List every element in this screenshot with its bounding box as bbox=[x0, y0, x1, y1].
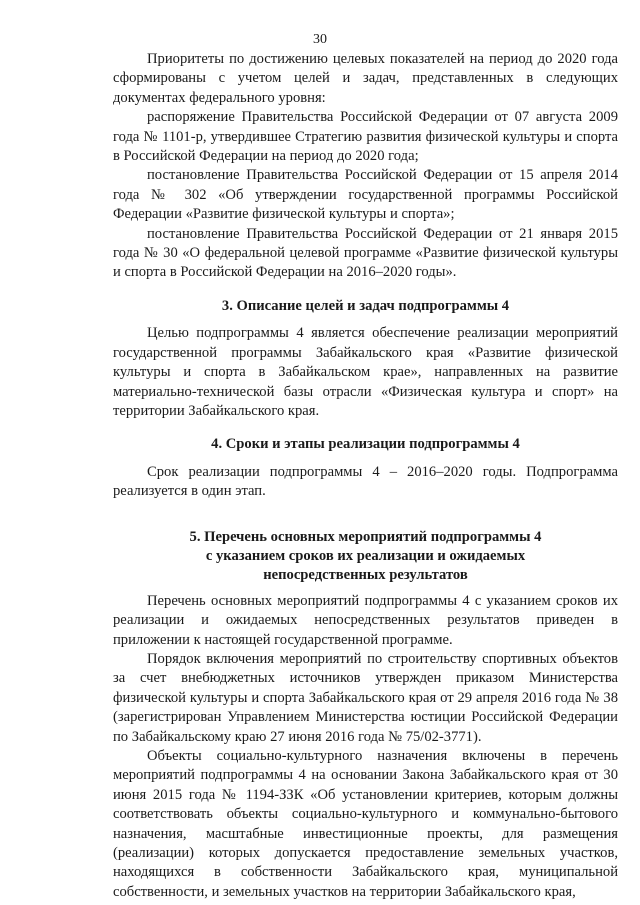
section-5-paragraph-objects: Объекты социально-культурного назначения включены в перечень мероприятий подпрограммы 4 на основании Закона Забайкальского края от 30 июня 2015 года № 1194-ЗЗК «Об установлении критериев, которым должны соответствовать объекты социально-культурного и коммунально-бытового назначения, масштабные инвестиционные проекты, для размещения (реализации) которых допускается предоставление земельных участков, находящихся в собственности Забайкальского края, муниципальной собственности, и земельных участков на территории Забайкальского края, bbox=[113, 748, 618, 900]
section-5-heading-line-2: с указанием сроков их реализации и ожидаемых bbox=[205, 547, 526, 564]
paragraph-decree-1101: распоряжение Правительства Российской Федерации от 07 августа 2009 года № 1101-р, утвердившее Стратегию развития физической культуры и спорта в Российской Федерации на период до 2020 года; bbox=[113, 109, 618, 165]
page-number: 30 bbox=[313, 32, 327, 47]
section-3-paragraph: Целью подпрограммы 4 является обеспечение реализации мероприятий государственной программы Забайкальского края «Развитие физической культуры и спорта в Забайкальском крае», направленных на развитие материально-технической базы отрасли «Физическая культура и спорт» на территории Забайкальского края. bbox=[113, 325, 618, 419]
section-4-paragraph: Срок реализации подпрограммы 4 – 2016–2020 годы. Подпрограмма реализуется в один этап. bbox=[113, 463, 618, 500]
section-5-heading-line-3: непосредственных результатов bbox=[263, 567, 468, 584]
section-5-heading-line-1: 5. Перечень основных мероприятий подпрограммы 4 bbox=[189, 528, 542, 545]
section-4-heading: 4. Сроки и этапы реализации подпрограммы 4 bbox=[211, 436, 520, 453]
paragraph-decree-30: постановление Правительства Российской Федерации от 21 января 2015 года № 30 «О федеральной целевой программе «Развитие физической культуры и спорта в Российской Федерации на 2016–2020 годы». bbox=[113, 225, 618, 281]
paragraph-priorities: Приоритеты по достижению целевых показателей на период до 2020 года сформированы с учетом целей и задач, представленных в следующих документах федерального уровня: bbox=[113, 51, 618, 106]
section-5-heading bbox=[113, 528, 618, 586]
section-3-heading: 3. Описание целей и задач подпрограммы 4 bbox=[221, 297, 510, 314]
paragraph-decree-302: постановление Правительства Российской Федерации от 15 апреля 2014 года № 302 «Об утверждении государственной программы Российской Федерации «Развитие физической культуры и спорта»; bbox=[113, 167, 618, 223]
section-5-paragraph-order: Порядок включения мероприятий по строительству спортивных объектов за счет внебюджетных источников утвержден приказом Министерства физической культуры и спорта Забайкальского края от 29 апреля 2016 года № 38 (зарегистрирован Управлением Министерства юстиции Российской Федерации по Забайкальскому краю 27 июня 2016 года № 75/02-3771). bbox=[113, 650, 618, 745]
section-5-paragraph-list: Перечень основных мероприятий подпрограммы 4 с указанием сроков их реализации и ожидаемых непосредственных результатов приведен в приложении к настоящей государственной программе. bbox=[113, 592, 618, 648]
page-content bbox=[113, 50, 618, 902]
